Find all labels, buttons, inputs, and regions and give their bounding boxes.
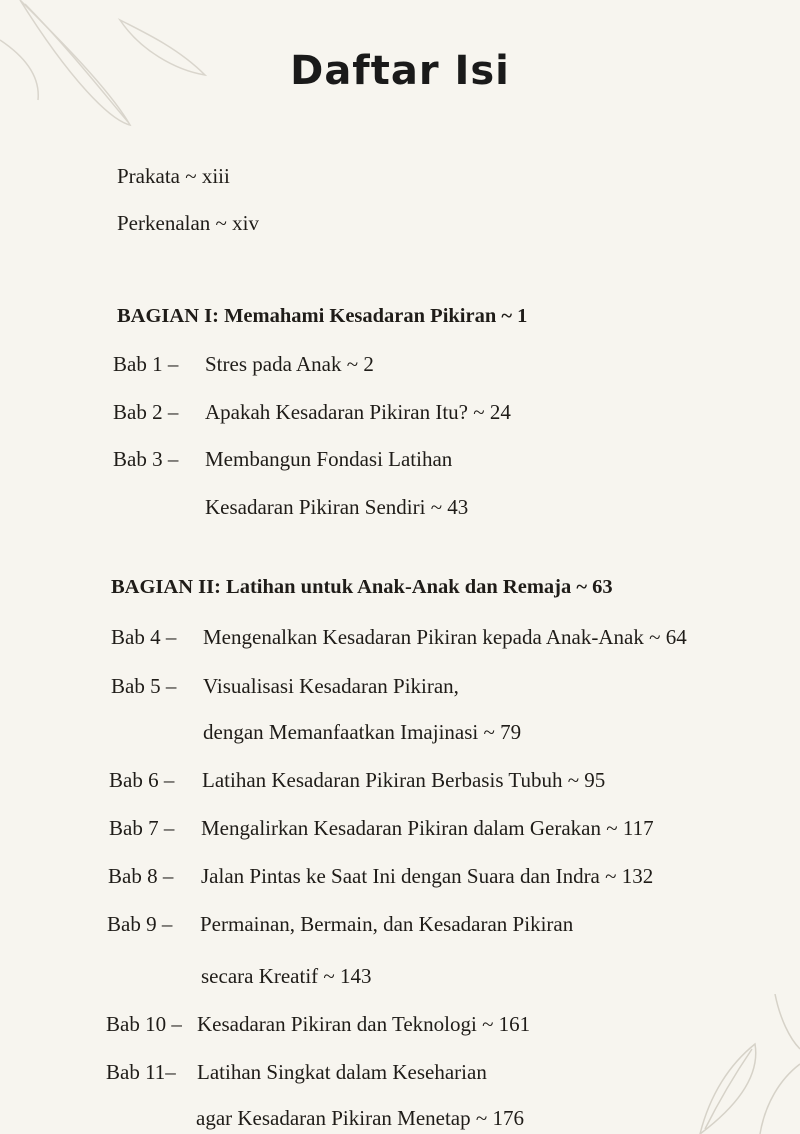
chapter-title: Membangun Fondasi Latihan	[205, 447, 453, 471]
chapter-entry-10	[106, 1014, 766, 1038]
page-title: Daftar Isi	[290, 48, 510, 94]
chapter-title: Jalan Pintas ke Saat Ini dengan Suara dan Indra ~ 132	[201, 864, 654, 888]
chapter-title-continued: secara Kreatif ~ 143	[201, 964, 372, 988]
part-heading-1: BAGIAN I: Memahami Kesadaran Pikiran ~ 1	[117, 305, 528, 327]
chapter-label: Bab 4 –	[111, 625, 177, 649]
chapter-title: Apakah Kesadaran Pikiran Itu? ~ 24	[205, 400, 511, 424]
chapter-title: Kesadaran Pikiran dan Teknologi ~ 161	[197, 1012, 531, 1036]
chapter-entry-3	[113, 449, 753, 473]
chapter-entry-1	[113, 354, 753, 378]
chapter-title: Latihan Kesadaran Pikiran Berbasis Tubuh ~ 95	[202, 768, 606, 792]
chapter-label: Bab 7 –	[109, 816, 175, 840]
toc-entry-perkenalan: Perkenalan ~ xiv	[117, 211, 259, 235]
chapter-title-continued: dengan Memanfaatkan Imajinasi ~ 79	[203, 720, 522, 744]
chapter-title-continued: agar Kesadaran Pikiran Menetap ~ 176	[196, 1106, 524, 1130]
chapter-label: Bab 1 –	[113, 352, 179, 376]
chapter-label: Bab 6 –	[109, 768, 175, 792]
chapter-entry-2	[113, 402, 753, 426]
chapter-entry-5	[111, 676, 771, 700]
chapter-entry-11	[106, 1062, 766, 1086]
chapter-entry-7	[109, 818, 769, 842]
chapter-title: Visualisasi Kesadaran Pikiran,	[203, 674, 459, 698]
chapter-label: Bab 2 –	[113, 400, 179, 424]
chapter-title: Latihan Singkat dalam Keseharian	[197, 1060, 487, 1084]
chapter-entry-9	[107, 914, 767, 938]
chapter-title: Mengalirkan Kesadaran Pikiran dalam Gerakan ~ 117	[201, 816, 654, 840]
chapter-entry-8	[108, 866, 768, 890]
chapter-entry-4	[111, 627, 771, 651]
chapter-label: Bab 9 –	[107, 912, 173, 936]
chapter-label: Bab 10 –	[106, 1012, 182, 1036]
chapter-title: Mengenalkan Kesadaran Pikiran kepada Anak-Anak ~ 64	[203, 625, 687, 649]
part-heading-2: BAGIAN II: Latihan untuk Anak-Anak dan Remaja ~ 63	[111, 576, 613, 598]
chapter-entry-6	[109, 770, 769, 794]
chapter-title: Permainan, Bermain, dan Kesadaran Pikiran	[200, 912, 574, 936]
chapter-title-continued: Kesadaran Pikiran Sendiri ~ 43	[205, 495, 469, 519]
chapter-label: Bab 3 –	[113, 447, 179, 471]
chapter-label: Bab 11–	[106, 1060, 176, 1084]
chapter-title: Stres pada Anak ~ 2	[205, 352, 374, 376]
toc-entry-prakata: Prakata ~ xiii	[117, 164, 230, 188]
chapter-label: Bab 8 –	[108, 864, 174, 888]
chapter-label: Bab 5 –	[111, 674, 177, 698]
